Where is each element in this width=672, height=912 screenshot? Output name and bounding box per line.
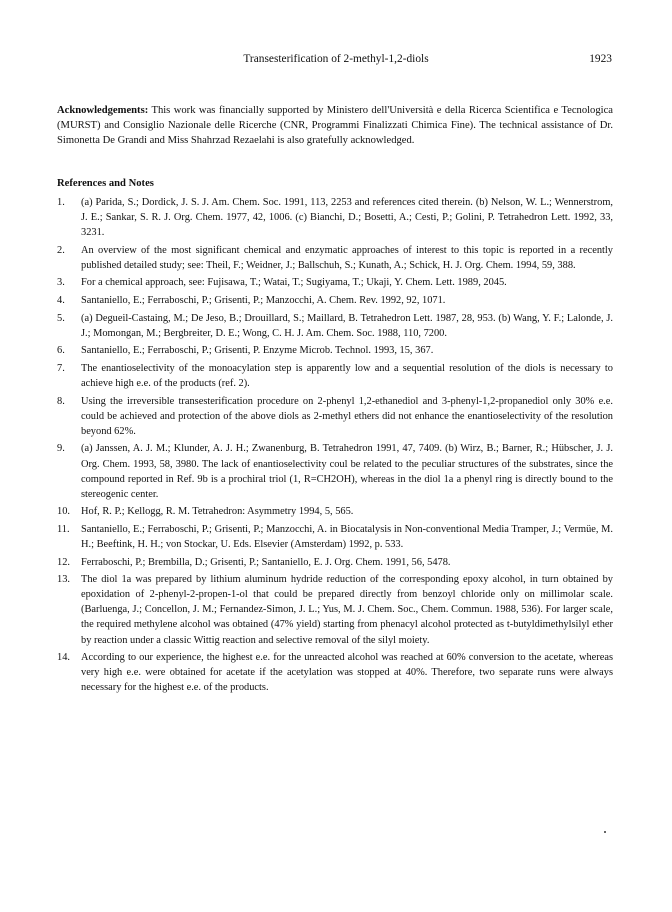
reference-item: [57, 361, 613, 391]
reference-number: 9.: [57, 443, 65, 455]
reference-number: 10.: [57, 506, 70, 518]
page-number: 1923: [589, 53, 612, 65]
reference-number: 7.: [57, 362, 65, 374]
reference-item: [57, 311, 613, 341]
reference-item: [57, 650, 613, 695]
reference-number: 2.: [57, 244, 65, 256]
reference-text: For a chemical approach, see: Fujisawa, T.; Watai, T.; Sugiyama, T.; Ukaji, Y. Chem. Lett. 1989, 2045.: [81, 277, 507, 289]
reference-text: Ferraboschi, P.; Brembilla, D.; Grisenti, P.; Santaniello, E. J. Org. Chem. 1991, 56, 5478.: [81, 556, 451, 568]
reference-text: An overview of the most significant chemical and enzymatic approaches of interest to this topic is reported in a recently published detailed study; see: Theil, F.; Weidner, J.; Ballschuh, S.; Kunath, A.; Schick, H. J. Org. Chem. 1994, 59, 388.: [81, 244, 613, 271]
reference-text: (a) Degueil-Castaing, M.; De Jeso, B.; Drouillard, S.; Maillard, B. Tetrahedron Lett. 1987, 28, 953. (b) Wang, Y. F.; Lalonde, J. J.; Momongan, M.; Bergbreiter, D. E.; Wong, C. H. J. Am. Chem. Soc. 1988, 110, 7200.: [81, 312, 613, 339]
scan-speck: [604, 831, 606, 833]
reference-item: [57, 243, 613, 273]
reference-number: 1.: [57, 197, 65, 208]
reference-text: Hof, R. P.; Kellogg, R. M. Tetrahedron: Asymmetry 1994, 5, 565.: [81, 506, 354, 518]
reference-number: 4.: [57, 295, 65, 307]
reference-text: Santaniello, E.; Ferraboschi, P.; Grisenti, P.; Manzocchi, A. in Biocatalysis in Non-conventional Media Tramper, J.; Vermüe, M. H.; Beeftink, H. H.; von Stockar, U. Eds. Elsevier (Amsterdam) 1992, p. 533.: [81, 523, 613, 550]
reference-text: (a) Parida, S.; Dordick, J. S. J. Am. Chem. Soc. 1991, 113, 2253 and references cited therein. (b) Nelson, W. L.; Wennerstrom, J. E.; Sankar, S. R. J. Org. Chem. 1977, 42, 1006. (c) Bianchi, D.; Bosetti, A.; Cesti, P.; Golini, P. Tetrahedron Lett. 1992, 33, 3231.: [81, 197, 613, 239]
reference-text: The enantioselectivity of the monoacylation step is apparently low and a sequential resolution of the diols is necessary to achieve high e.e. of the products (ref. 2).: [81, 362, 613, 390]
reference-item: [57, 441, 613, 501]
reference-number: 5.: [57, 312, 65, 324]
reference-number: 14.: [57, 652, 70, 664]
reference-item: [57, 572, 613, 647]
reference-item: [57, 504, 613, 519]
reference-item: [57, 522, 613, 552]
reference-item: [57, 275, 613, 290]
reference-number: 13.: [57, 574, 70, 586]
reference-text: Santaniello, E.; Ferraboschi, P.; Grisenti, P.; Manzocchi, A. Chem. Rev. 1992, 92, 1071.: [81, 295, 446, 307]
reference-text: (a) Janssen, A. J. M.; Klunder, A. J. H.; Zwanenburg, B. Tetrahedron 1991, 47, 7409. (b) Wirz, B.; Barner, R.; Hübscher, J. J. Org. Chem. 1993, 58, 3980. The lack of enantioselectivity coul be related to the peculiar structures of the substrates, since the compound reported in Ref. 9b is a prochiral triol (1, R=CH2OH), whereas in the diol 1a a phenyl ring is directly bound to the stereogenic center.: [81, 443, 613, 500]
acknowledgements-paragraph: [57, 103, 613, 149]
reference-text: According to our experience, the highest e.e. for the unreacted alcohol was reached at 60% conversion to the acetate, whereas very high e.e. were obtained for acetate if the acetylation was stopped at 40%. Therefore, two separate runs were always necessary for the highest e.e. of the products.: [81, 652, 613, 694]
reference-number: 6.: [57, 345, 65, 357]
references-heading: References and Notes: [57, 178, 154, 189]
reference-item: [57, 343, 613, 358]
running-title: Transesterification of 2-methyl-1,2-diols: [243, 53, 429, 65]
reference-text: The diol 1a was prepared by lithium aluminum hydride reduction of the corresponding epoxy alcohol, in turn obtained by epoxidation of 2-phenyl-2-propen-1-ol that could be prepared directly from benzoyl chloride only on millimolar scale. (Barluenga, J.; Concellon, J. M.; Fernandez-Simon, J. L.; Yus, M. J. Chem. Soc., Chem. Commun. 1988, 536). For larger scale, the required methylene alcohol was obtained (47% yield) starting from phenacyl alcohol protected as t-butyldimethylsilyl ether by reaction under a classic Wittig reaction and selective removal of the silyl moiety.: [81, 574, 613, 646]
reference-number: 3.: [57, 277, 65, 289]
reference-number: 8.: [57, 395, 65, 407]
reference-item: [57, 195, 613, 240]
reference-item: [57, 394, 613, 439]
acknowledgements-label: Acknowledgements:: [57, 105, 149, 116]
reference-item: [57, 555, 613, 570]
reference-text: Using the irreversible transesterification procedure on 2-phenyl 1,2-ethanediol and 3-phenyl-1,2-propanediol only 30% e.e. could be achieved and protection of the above diols as 2-methyl ethers did not enhance the enantioselectivity of the resolution beyond 62%.: [81, 395, 613, 437]
reference-item: [57, 293, 613, 308]
references-list: [57, 195, 613, 698]
reference-number: 12.: [57, 556, 70, 568]
running-header: [60, 53, 612, 69]
reference-text: Santaniello, E.; Ferraboschi, P.; Grisenti, P. Enzyme Microb. Technol. 1993, 15, 367.: [81, 345, 434, 357]
acknowledgements-text: This work was financially supported by Ministero dell'Università e della Ricerca Scientifica e Tecnologica (MURST) and Consiglio Nazionale delle Ricerche (CNR, Programmi Finalizzati Chimica Fine). The technical assistance of Dr. Simonetta De Grandi and Miss Shahrzad Rezaelahi is also gratefully acknowledged.: [57, 105, 613, 147]
reference-number: 11.: [57, 523, 70, 535]
